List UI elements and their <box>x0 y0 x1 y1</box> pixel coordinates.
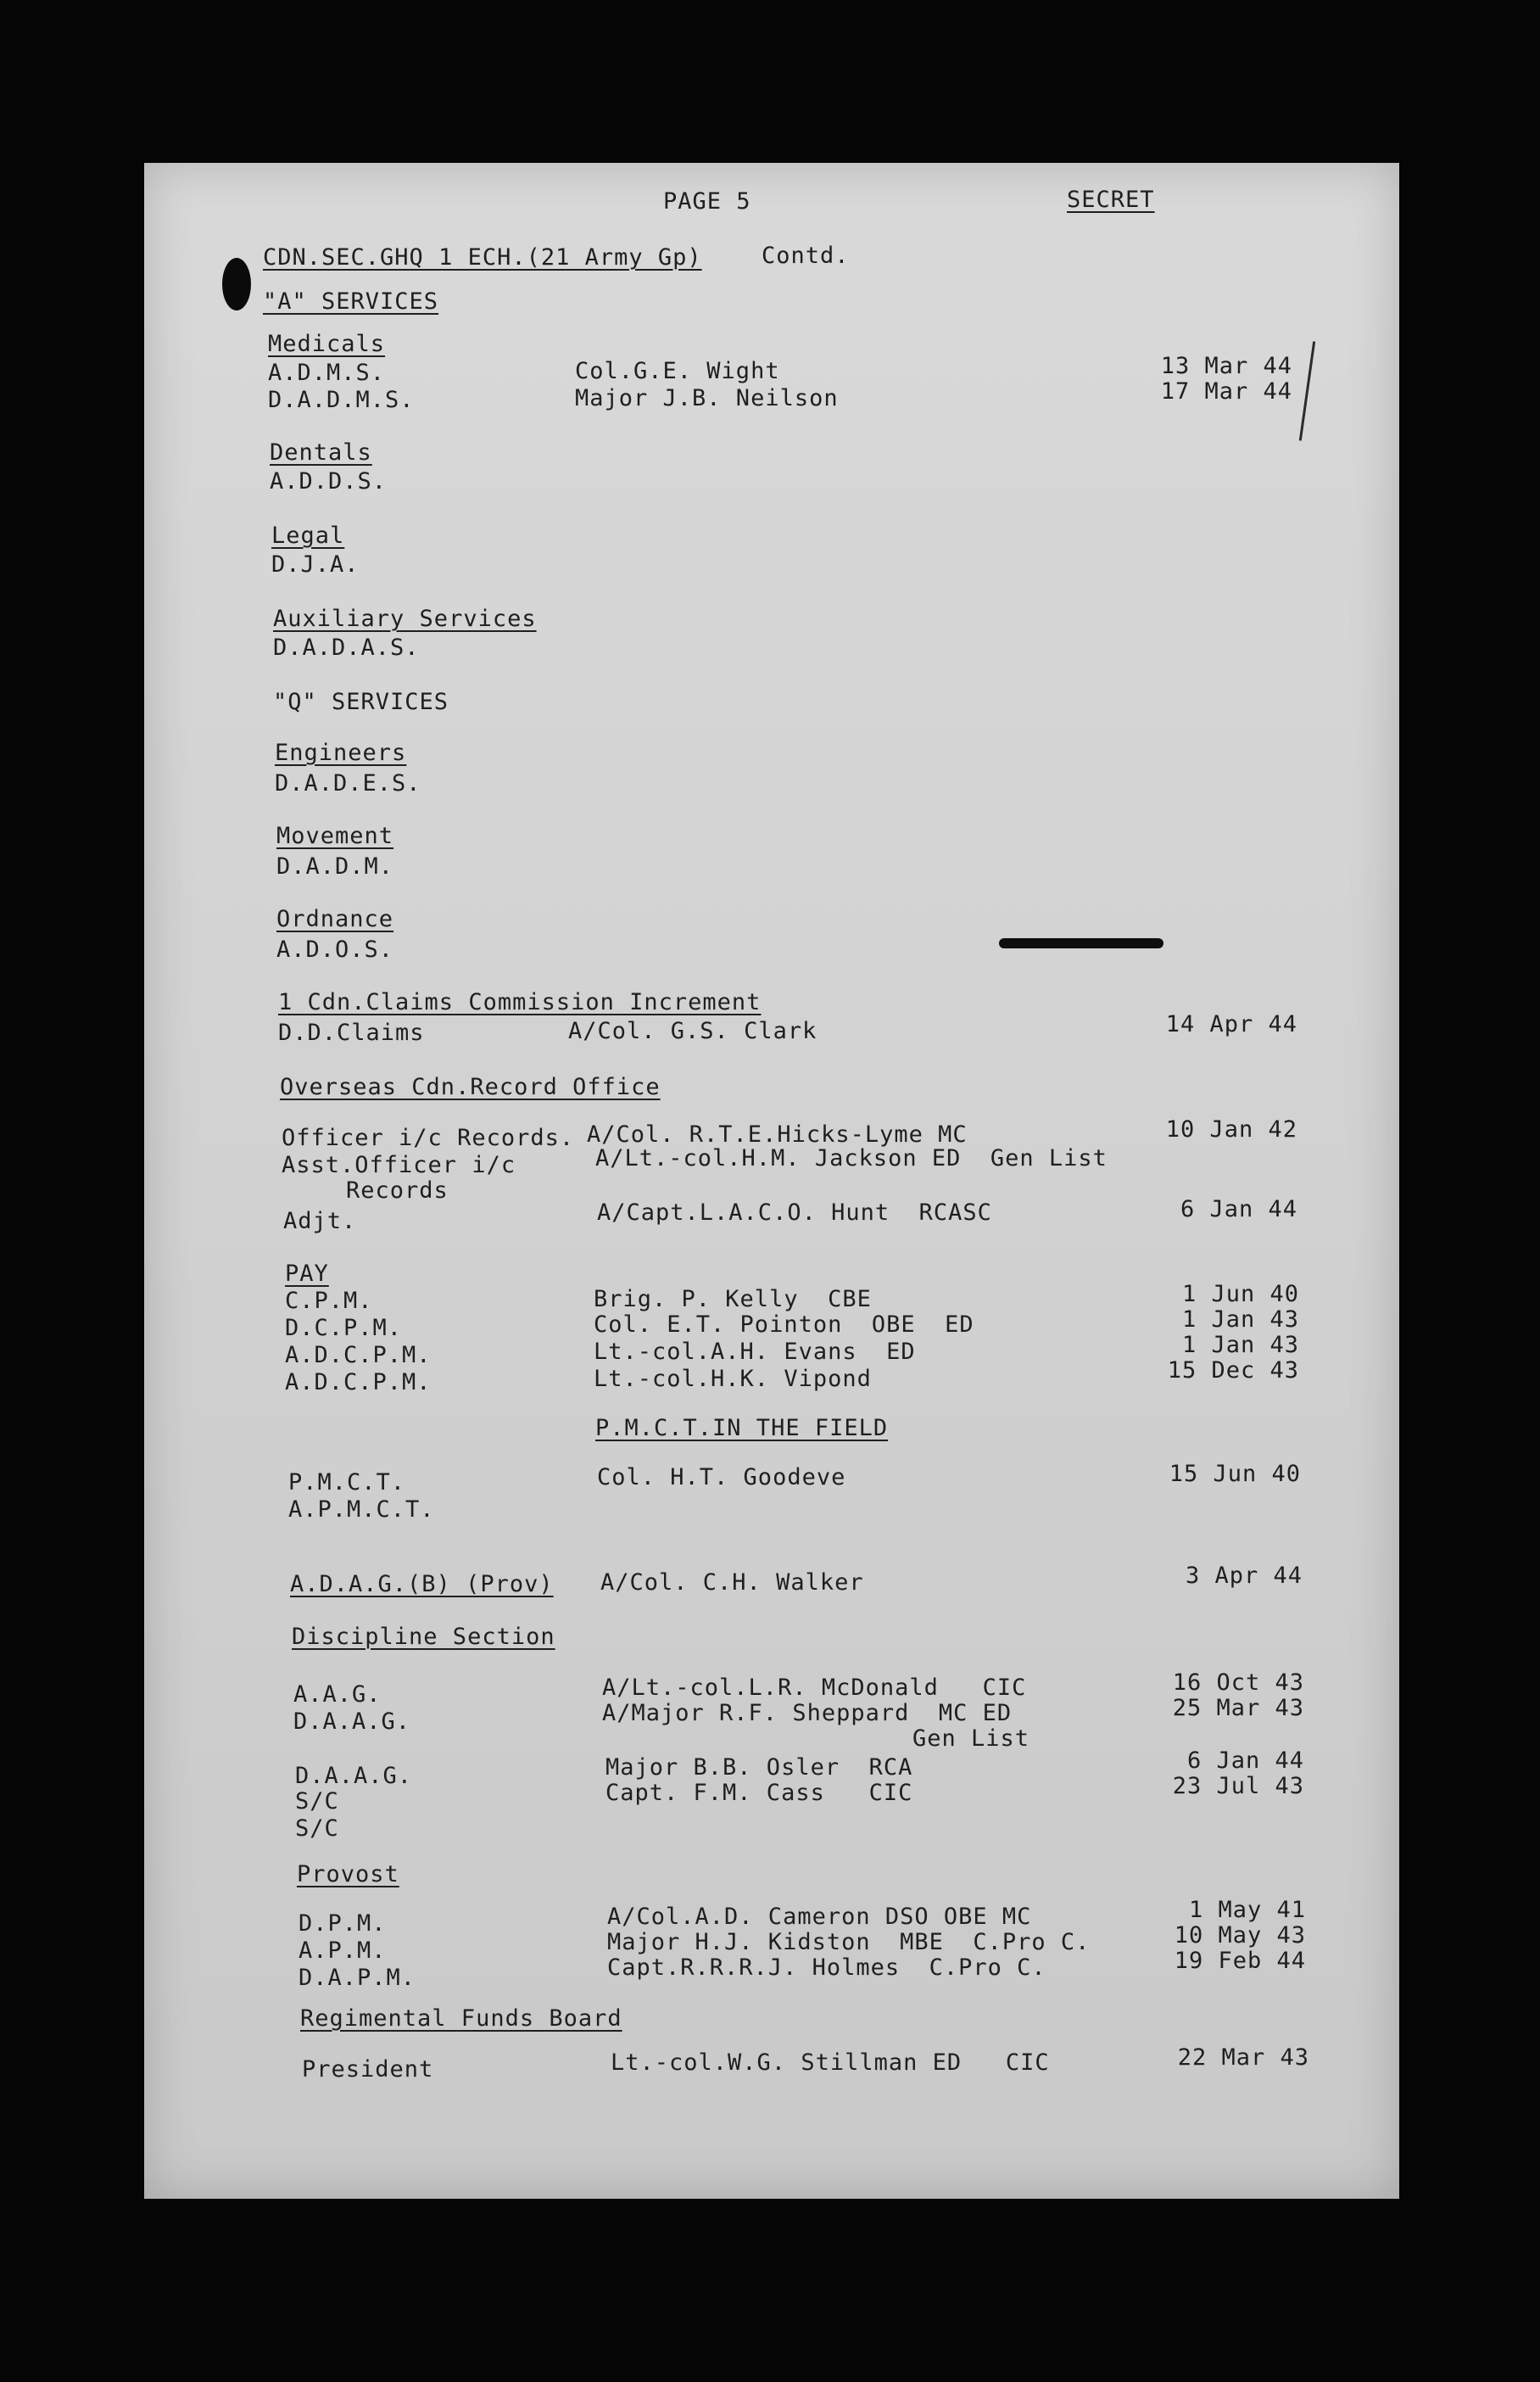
medicals-post-1: A.D.M.S. <box>268 360 386 386</box>
provost-post-2: A.P.M. <box>299 1937 387 1964</box>
pay-heading: PAY <box>285 1261 329 1287</box>
pmct-post-1: P.M.C.T. <box>288 1469 406 1496</box>
discipline-date-3: 6 Jan 44 <box>1186 1747 1304 1774</box>
auxiliary-heading: Auxiliary Services <box>273 606 537 632</box>
funds-post: President <box>302 2056 434 2083</box>
adag-name: A/Col. C.H. Walker <box>600 1569 864 1596</box>
record-office-date-3: 6 Jan 44 <box>1180 1196 1297 1222</box>
adag-date: 3 Apr 44 <box>1185 1563 1303 1589</box>
record-office-post-2: Asst.Officer i/c <box>282 1152 516 1178</box>
discipline-post-2: D.A.A.G. <box>293 1708 411 1735</box>
discipline-post-4: S/C <box>295 1788 339 1814</box>
record-office-name-1: A/Col. R.T.E.Hicks-Lyme MC <box>587 1121 968 1148</box>
discipline-name-3: Major B.B. Osler RCA <box>605 1754 913 1781</box>
provost-heading: Provost <box>297 1861 399 1887</box>
pay-date-2: 1 Jan 43 <box>1181 1306 1299 1333</box>
discipline-date-1: 16 Oct 43 <box>1172 1669 1304 1696</box>
pay-post-1: C.P.M. <box>285 1288 373 1314</box>
pmct-heading: P.M.C.T.IN THE FIELD <box>595 1415 889 1441</box>
legal-post: D.J.A. <box>271 551 360 578</box>
pay-name-4: Lt.-col.H.K. Vipond <box>594 1366 872 1392</box>
classification-stamp: SECRET <box>1067 187 1155 213</box>
discipline-name-2: A/Major R.F. Sheppard MC ED <box>602 1700 1013 1726</box>
pay-post-3: A.D.C.P.M. <box>285 1342 432 1368</box>
discipline-date-4: 23 Jul 43 <box>1172 1773 1304 1799</box>
medicals-date-2: 17 Mar 44 <box>1160 378 1292 405</box>
discipline-heading: Discipline Section <box>292 1624 555 1650</box>
pay-date-3: 1 Jan 43 <box>1181 1332 1299 1358</box>
provost-name-3: Capt.R.R.R.J. Holmes C.Pro C. <box>607 1954 1046 1981</box>
discipline-name-4: Capt. F.M. Cass CIC <box>605 1780 913 1806</box>
medicals-name-2: Major J.B. Neilson <box>575 385 839 411</box>
claims-post: D.D.Claims <box>278 1020 425 1046</box>
medicals-date-1: 13 Mar 44 <box>1160 353 1292 379</box>
record-office-heading: Overseas Cdn.Record Office <box>280 1074 661 1100</box>
pmct-date-1: 15 Jun 40 <box>1169 1461 1301 1487</box>
record-office-name-3: A/Capt.L.A.C.O. Hunt RCASC <box>597 1199 992 1226</box>
ordnance-post: A.D.O.S. <box>276 937 394 963</box>
margin-pen-mark <box>1299 341 1315 440</box>
record-office-post-1: Officer i/c Records. <box>282 1125 575 1151</box>
pmct-post-2: A.P.M.C.T. <box>288 1496 435 1523</box>
medicals-name-1: Col.G.E. Wight <box>575 358 780 384</box>
discipline-post-3: D.A.A.G. <box>295 1763 413 1789</box>
adag-post: A.D.A.G.(B) (Prov) <box>290 1571 554 1597</box>
page-number: PAGE 5 <box>663 188 751 215</box>
movement-heading: Movement <box>276 823 394 849</box>
funds-name: Lt.-col.W.G. Stillman ED CIC <box>611 2049 1050 2076</box>
record-office-name-2: A/Lt.-col.H.M. Jackson ED Gen List <box>595 1145 1108 1171</box>
pay-name-2: Col. E.T. Pointon OBE ED <box>594 1311 974 1338</box>
provost-post-1: D.P.M. <box>299 1910 387 1937</box>
redaction-bar <box>999 938 1163 948</box>
provost-post-3: D.A.P.M. <box>299 1965 416 1991</box>
ordnance-heading: Ordnance <box>276 906 394 932</box>
unit-heading: CDN.SEC.GHQ 1 ECH.(21 Army Gp) <box>263 244 702 271</box>
auxiliary-post: D.A.D.A.S. <box>273 635 420 661</box>
record-office-post-3: Adjt. <box>283 1208 357 1234</box>
pay-name-1: Brig. P. Kelly CBE <box>594 1286 872 1312</box>
engineers-heading: Engineers <box>275 740 407 766</box>
provost-date-2: 10 May 43 <box>1174 1922 1306 1949</box>
medicals-post-2: D.A.D.M.S. <box>268 387 415 413</box>
engineers-post: D.A.D.E.S. <box>275 770 421 797</box>
discipline-name-1: A/Lt.-col.L.R. McDonald CIC <box>602 1675 1027 1701</box>
funds-heading: Regimental Funds Board <box>300 2005 622 2032</box>
claims-heading: 1 Cdn.Claims Commission Increment <box>278 989 762 1015</box>
provost-date-3: 19 Feb 44 <box>1174 1948 1306 1974</box>
claims-name: A/Col. G.S. Clark <box>568 1018 817 1044</box>
discipline-date-2: 25 Mar 43 <box>1172 1695 1304 1721</box>
dentals-post: A.D.D.S. <box>270 468 388 495</box>
document-page <box>144 163 1399 2199</box>
medicals-heading: Medicals <box>268 331 386 357</box>
pay-date-4: 15 Dec 43 <box>1167 1357 1299 1384</box>
discipline-post-5: S/C <box>295 1815 339 1842</box>
ink-blot <box>222 258 251 310</box>
pay-post-2: D.C.P.M. <box>285 1315 403 1341</box>
pay-date-1: 1 Jun 40 <box>1181 1281 1299 1307</box>
provost-name-2: Major H.J. Kidston MBE C.Pro C. <box>607 1929 1091 1955</box>
provost-date-1: 1 May 41 <box>1188 1897 1306 1923</box>
movement-post: D.A.D.M. <box>276 853 394 880</box>
pay-name-3: Lt.-col.A.H. Evans ED <box>594 1339 916 1365</box>
contd-label: Contd. <box>762 243 850 269</box>
legal-heading: Legal <box>271 523 345 549</box>
dentals-heading: Dentals <box>270 439 372 466</box>
provost-name-1: A/Col.A.D. Cameron DSO OBE MC <box>607 1904 1032 1930</box>
discipline-name-2-cont: Gen List <box>912 1725 1030 1752</box>
record-office-post-2-cont: Records <box>346 1177 449 1204</box>
pay-post-4: A.D.C.P.M. <box>285 1369 432 1395</box>
a-services-heading: "A" SERVICES <box>263 288 439 315</box>
record-office-date-1: 10 Jan 42 <box>1165 1116 1297 1143</box>
discipline-post-1: A.A.G. <box>293 1681 382 1708</box>
pmct-name-1: Col. H.T. Goodeve <box>597 1464 846 1490</box>
funds-date: 22 Mar 43 <box>1177 2044 1309 2071</box>
q-services-heading: "Q" SERVICES <box>273 689 449 715</box>
claims-date: 14 Apr 44 <box>1165 1011 1297 1037</box>
